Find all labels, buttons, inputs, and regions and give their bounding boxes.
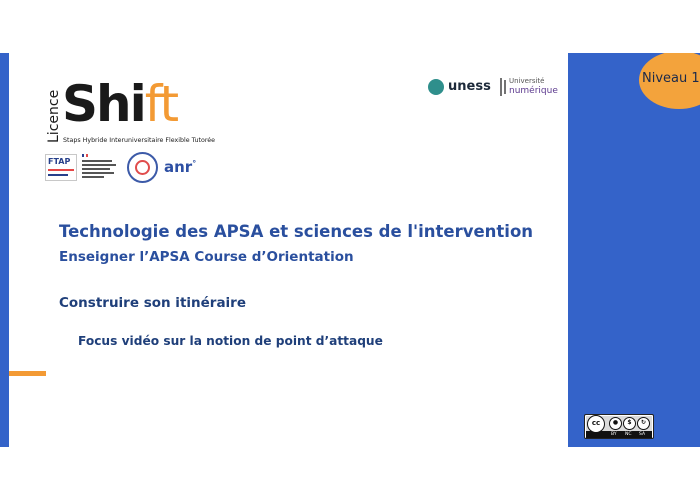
uness-icon xyxy=(428,79,444,95)
ministere-logo xyxy=(82,154,124,182)
universite-numerique-logo: Université numérique xyxy=(499,76,559,98)
course-subtitle: Enseigner l’APSA Course d’Orientation xyxy=(59,249,354,265)
focus-heading: Focus vidéo sur la notion de point d’attaque xyxy=(78,334,383,348)
by-icon: ● xyxy=(609,417,622,430)
rf-flag-icon xyxy=(82,154,88,157)
course-title: Technologie des APSA et sciences de l'intervention xyxy=(59,222,534,241)
ftap-logo: FTAP xyxy=(45,154,77,181)
left-accent-bar xyxy=(0,53,9,447)
section-heading: Construire son itinéraire xyxy=(59,295,246,311)
cc-license-badge[interactable] xyxy=(584,414,654,439)
svg-text:Licence: Licence xyxy=(46,89,62,143)
cc-label-sa: SA xyxy=(639,432,646,437)
nc-icon: $ xyxy=(623,417,636,430)
licence-vertical-text xyxy=(44,81,62,143)
universite-numerique-icon xyxy=(499,76,509,98)
level-badge-text: Niveau 1 xyxy=(642,71,700,86)
cc-icon: cc xyxy=(587,415,605,433)
shift-logo: Shift xyxy=(62,75,178,133)
right-blue-panel xyxy=(568,53,700,447)
cc-label-by: BY xyxy=(611,432,617,437)
cc-label-nc: NC xyxy=(625,432,632,437)
slide: Niveau 1 Licence Shift Staps Hybride Interuniversitaire Flexible Tutorée FTAP anr° uness Université numérique Technologie des APSA et sciences de l'intervention Enseigner l’APSA Course d’Orientation Construire son itinéraire Focus vidéo sur la notion de point d’attaque cc ● $ ↻ BY NC SA xyxy=(0,53,700,447)
anr-logo: anr° xyxy=(164,158,197,176)
shift-logo-subtitle: Staps Hybride Interuniversitaire Flexible Tutorée xyxy=(63,137,216,144)
orange-accent-mark xyxy=(9,371,46,376)
sa-icon: ↻ xyxy=(637,417,650,430)
university-seal-logo xyxy=(127,152,158,183)
